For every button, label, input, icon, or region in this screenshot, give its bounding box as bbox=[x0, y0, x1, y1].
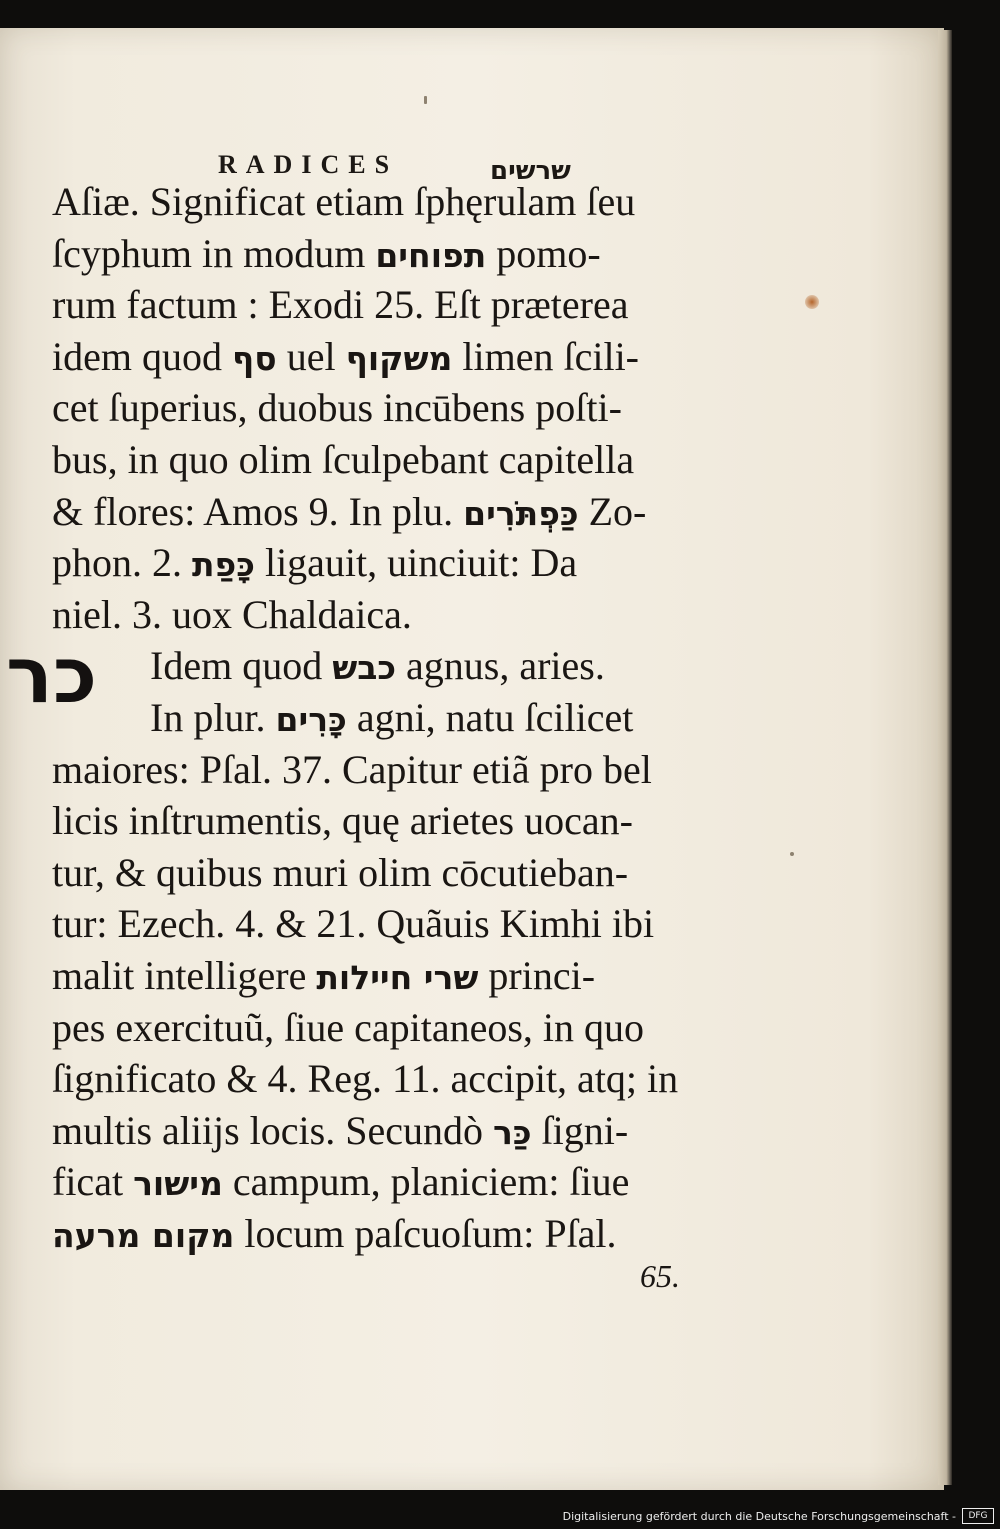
latin-text: pomo- bbox=[486, 230, 601, 276]
hebrew-word: כַּפְתֹּרִים bbox=[463, 493, 579, 533]
latin-text: maiores: Pſal. 37. Capitur etiã pro bel bbox=[52, 746, 652, 792]
latin-text: tur: Ezech. 4. & 21. Quãuis Kimhi ibi bbox=[52, 901, 655, 947]
text-line bbox=[52, 1105, 732, 1157]
latin-text: locum paſcuoſum: Pſal. bbox=[234, 1210, 617, 1256]
latin-text: ficat bbox=[52, 1159, 134, 1205]
text-line bbox=[52, 640, 732, 692]
latin-text: idem quod bbox=[52, 333, 232, 379]
hebrew-word: כבש bbox=[332, 648, 397, 688]
page-edge bbox=[938, 30, 952, 1485]
latin-text: bus, in quo olim ſculpebant capitella bbox=[52, 436, 635, 482]
text-line bbox=[52, 847, 732, 899]
hebrew-word: סף bbox=[231, 338, 277, 378]
hebrew-word: שרי חיילות bbox=[316, 957, 479, 997]
latin-text: ſignificato & 4. Reg. 11. accipit, atq; in bbox=[52, 1056, 679, 1102]
latin-text: agni, natu ſcilicet bbox=[346, 694, 634, 740]
paper-speck bbox=[790, 852, 794, 856]
hebrew-word: מקום מרעה bbox=[52, 1215, 235, 1255]
text-line bbox=[52, 1053, 732, 1105]
hebrew-word: משקוף bbox=[345, 338, 453, 378]
text-line bbox=[52, 331, 732, 383]
latin-text: malit intelligere bbox=[52, 952, 317, 998]
hebrew-word: מישור bbox=[133, 1164, 223, 1204]
latin-text: niel. 3. uox Chaldaica. bbox=[52, 591, 412, 637]
latin-text: agnus, aries. bbox=[396, 643, 605, 689]
latin-text: limen ſcili- bbox=[452, 333, 639, 379]
latin-text: ſcyphum in modum bbox=[52, 230, 376, 276]
text-line bbox=[52, 1002, 732, 1054]
text-line bbox=[52, 1208, 732, 1260]
latin-text: multis aliĳs locis. Secundò bbox=[52, 1107, 493, 1153]
text-line bbox=[52, 589, 732, 641]
text-line bbox=[52, 795, 732, 847]
drop-initial: כר bbox=[6, 631, 98, 721]
running-header: RADICES bbox=[218, 150, 399, 179]
latin-text: pes exercituũ, ſiue capitaneos, in quo bbox=[52, 1004, 645, 1050]
catchword: 65. bbox=[640, 1258, 680, 1294]
text-line bbox=[52, 898, 732, 950]
dfg-logo: DFG bbox=[962, 1508, 994, 1524]
latin-text: Zo- bbox=[578, 488, 647, 534]
hebrew-word: תפוחים bbox=[375, 235, 487, 275]
latin-text: Aſiæ. Significat etiam ſphęrulam ſeu bbox=[52, 179, 636, 224]
text-line bbox=[52, 744, 732, 796]
latin-text: cet ſuperius, duobus incūbens poſti- bbox=[52, 385, 622, 431]
paper-speck bbox=[424, 96, 427, 104]
latin-text: phon. 2. bbox=[52, 540, 192, 586]
text-line bbox=[52, 486, 732, 538]
body-text bbox=[52, 176, 732, 1259]
latin-text: ligauit, uinciuit: Da bbox=[254, 540, 578, 586]
text-line bbox=[52, 950, 732, 1002]
text-line bbox=[52, 434, 732, 486]
hebrew-word: כָּפַת bbox=[192, 545, 255, 585]
latin-text: ſigni- bbox=[531, 1107, 629, 1153]
latin-text: rum factum : Exodi 25. Eſt præterea bbox=[52, 282, 629, 328]
digitization-credit: Digitalisierung gefördert durch die Deutsche Forschungsgemeinschaft - bbox=[562, 1510, 956, 1523]
hebrew-word: כָּרִים bbox=[275, 699, 347, 739]
text-line bbox=[52, 176, 732, 228]
foxing-stain bbox=[805, 295, 819, 309]
latin-text: In plur. bbox=[150, 694, 276, 740]
text-line bbox=[52, 537, 732, 589]
latin-text: licis inſtrumentis, quę arietes uocan- bbox=[52, 798, 633, 844]
latin-text: Idem quod bbox=[150, 643, 333, 689]
latin-text: tur, & quibus muri olim cōcutieban- bbox=[52, 849, 629, 895]
latin-text: & flores: Amos 9. In plu. bbox=[52, 488, 464, 534]
text-line bbox=[52, 382, 732, 434]
latin-text: campum, planiciem: ſiue bbox=[222, 1159, 630, 1205]
latin-text: uel bbox=[276, 333, 346, 379]
hebrew-word: כַּר bbox=[492, 1112, 532, 1152]
latin-text: princi- bbox=[478, 952, 596, 998]
running-header-hebrew: שרשים bbox=[490, 156, 571, 186]
text-line bbox=[52, 1156, 732, 1208]
text-line bbox=[52, 279, 732, 331]
text-line bbox=[52, 228, 732, 280]
text-line bbox=[52, 692, 732, 744]
